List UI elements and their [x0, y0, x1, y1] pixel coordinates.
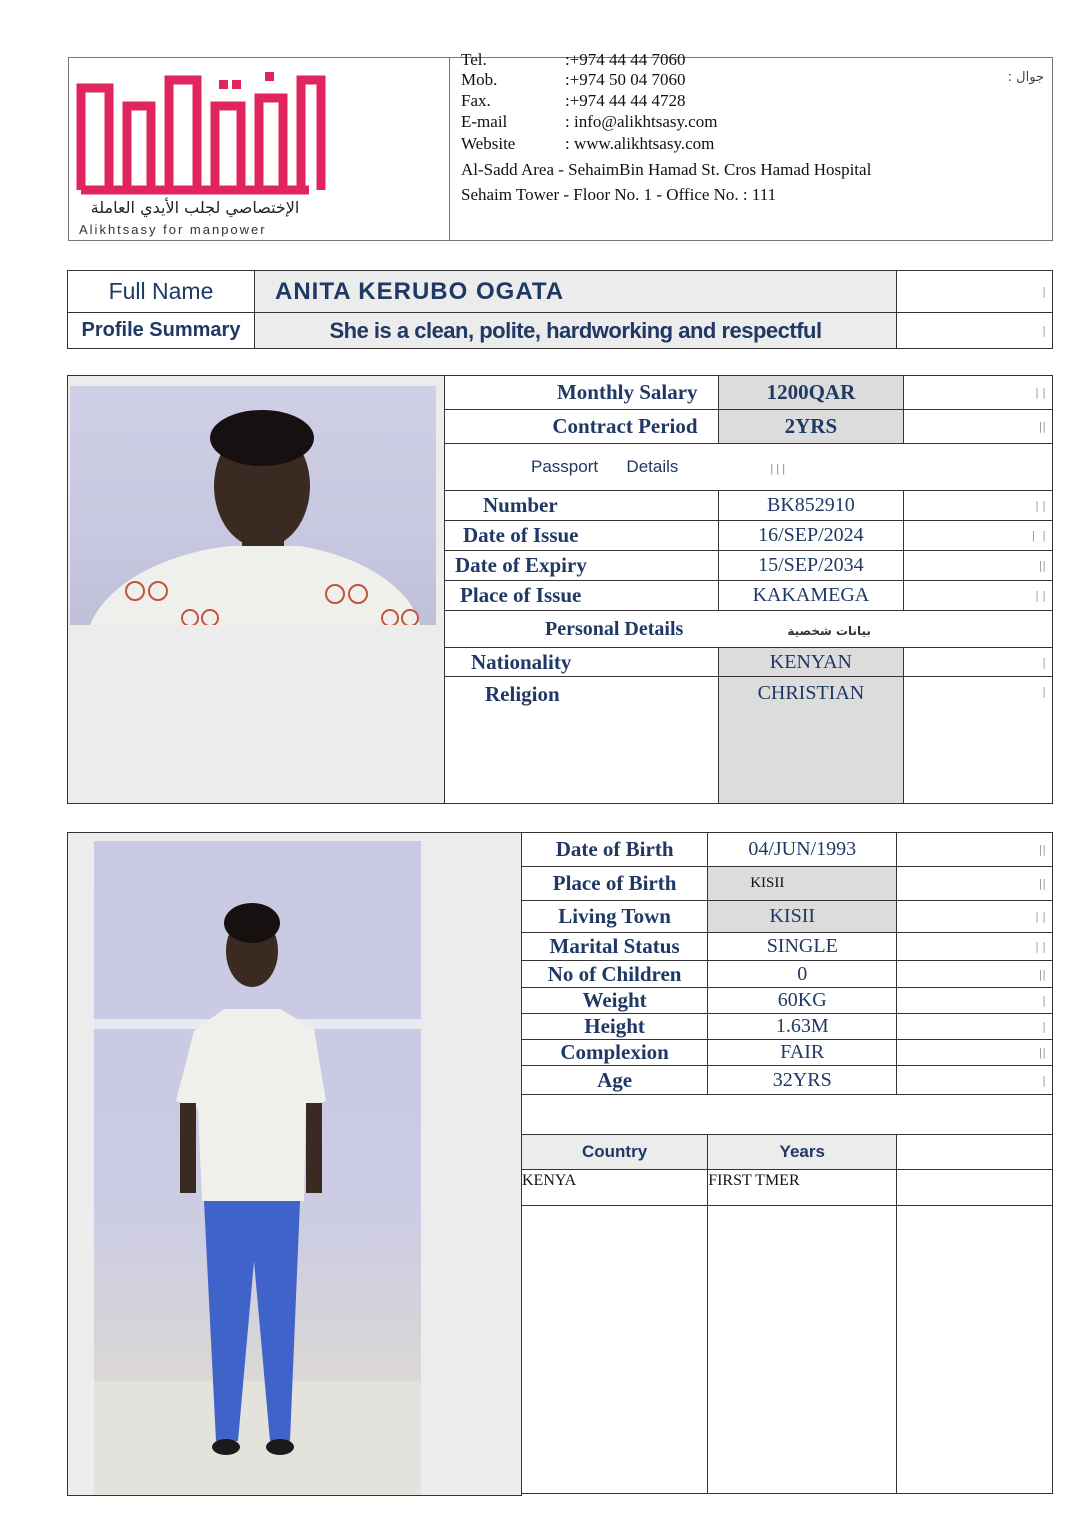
living-town-label: Living Town: [522, 901, 708, 933]
dob-label: Date of Birth: [522, 833, 708, 867]
arabic-mark: |: [897, 1066, 1053, 1095]
height-value: 1.63M: [708, 1014, 897, 1040]
experience-blank: [897, 1170, 1053, 1206]
address-line-1: Al-Sadd Area - SehaimBin Hamad St. Cros Hamad Hospital: [461, 160, 872, 179]
arabic-mark: | |: [904, 376, 1053, 410]
expiry-date-label: Date of Expiry: [445, 551, 719, 581]
full-body-photo: [94, 841, 421, 1495]
profile-summary-label: Profile Summary: [68, 313, 255, 349]
contact-fax: Fax. :+974 44 44 4728: [461, 91, 686, 110]
contact-tel: Tel. :+974 44 44 7060: [461, 50, 686, 69]
religion-value: CHRISTIAN: [718, 677, 904, 804]
birthplace-label: Place of Birth: [522, 867, 708, 901]
arabic-mark: ||: [897, 961, 1053, 988]
arabic-mark: |: [897, 988, 1053, 1014]
personal-details-heading: Personal Details بيانات شخصية: [445, 611, 1053, 648]
profile-summary-value: She is a clean, polite, hardworking and respectful: [254, 313, 896, 349]
living-town-value: KISII: [708, 901, 897, 933]
arabic-mark: |: [904, 677, 1053, 804]
contact-email: E-mail : info@alikhtsasy.com: [461, 112, 718, 131]
empty-cell: [708, 1206, 897, 1494]
complexion-label: Complexion: [522, 1040, 708, 1066]
issue-date-value: 16/SEP/2024: [718, 521, 904, 551]
contact-website: Website : www.alikhtsasy.com: [461, 134, 715, 153]
experience-years: FIRST TMER: [708, 1170, 897, 1206]
dob-value: 04/JUN/1993: [708, 833, 897, 867]
company-english-name: Alikhtsasy for manpower: [79, 222, 267, 237]
issue-place-value: KAKAMEGA: [718, 581, 904, 611]
experience-header-blank: [897, 1135, 1053, 1170]
arabic-mark: | |: [904, 491, 1053, 521]
arabic-mark: ||: [904, 410, 1053, 444]
contract-period-label: Contract Period: [445, 410, 719, 444]
contract-period-value: 2YRS: [718, 410, 904, 444]
full-name-label: Full Name: [68, 271, 255, 313]
issue-date-label: Date of Issue: [445, 521, 719, 551]
mobile-arabic-label: جوال :: [1007, 70, 1044, 85]
weight-value: 60KG: [708, 988, 897, 1014]
portrait-photo: [70, 386, 436, 625]
company-arabic-name: الإختصاصي لجلب الأيدي العاملة: [90, 198, 300, 217]
height-label: Height: [522, 1014, 708, 1040]
arabic-mark: |: [897, 313, 1053, 349]
arabic-mark: ||: [897, 867, 1053, 901]
passport-details-heading: Passport Details | | |: [445, 444, 1053, 491]
letterhead: [68, 50, 1053, 241]
portrait-panel: [67, 375, 445, 804]
marital-status-value: SINGLE: [708, 933, 897, 961]
country-header: Country: [522, 1135, 708, 1170]
nationality-value: KENYAN: [718, 648, 904, 677]
complexion-value: FAIR: [708, 1040, 897, 1066]
empty-cell: [897, 1206, 1053, 1494]
empty-cell: [522, 1206, 708, 1494]
age-label: Age: [522, 1066, 708, 1095]
arabic-mark: |: [904, 648, 1053, 677]
spacer-row: [522, 1095, 1053, 1135]
experience-country: KENYA: [522, 1170, 708, 1206]
marital-status-label: Marital Status: [522, 933, 708, 961]
contact-mob: Mob. :+974 50 04 7060: [461, 70, 686, 89]
arabic-mark: | |: [897, 933, 1053, 961]
monthly-salary-label: Monthly Salary: [445, 376, 719, 410]
monthly-salary-value: 1200QAR: [718, 376, 904, 410]
arabic-mark: |: [897, 1014, 1053, 1040]
children-value: 0: [708, 961, 897, 988]
arabic-mark: ||: [897, 1040, 1053, 1066]
company-logo: [69, 58, 450, 240]
arabic-mark: ||: [897, 833, 1053, 867]
age-value: 32YRS: [708, 1066, 897, 1095]
personal-info-table: [521, 832, 1053, 1494]
nationality-label: Nationality: [445, 648, 719, 677]
arabic-mark: | |: [897, 901, 1053, 933]
address-line-2: Sehaim Tower - Floor No. 1 - Office No. : 111: [461, 185, 777, 204]
weight-label: Weight: [522, 988, 708, 1014]
passport-number-value: BK852910: [718, 491, 904, 521]
full-body-panel: [67, 832, 522, 1496]
full-name-value: ANITA KERUBO OGATA: [254, 271, 896, 313]
arabic-mark: ||: [904, 551, 1053, 581]
arabic-mark: | |: [904, 521, 1053, 551]
contract-passport-table: [444, 375, 1053, 804]
birthplace-value: KISII: [708, 867, 897, 901]
name-summary-table: [67, 270, 1053, 349]
arabic-mark: |: [897, 271, 1053, 313]
issue-place-label: Place of Issue: [445, 581, 719, 611]
arabic-mark: | |: [904, 581, 1053, 611]
passport-number-label: Number: [445, 491, 719, 521]
years-header: Years: [708, 1135, 897, 1170]
children-label: No of Children: [522, 961, 708, 988]
religion-label: Religion: [445, 677, 719, 804]
expiry-date-value: 15/SEP/2034: [718, 551, 904, 581]
